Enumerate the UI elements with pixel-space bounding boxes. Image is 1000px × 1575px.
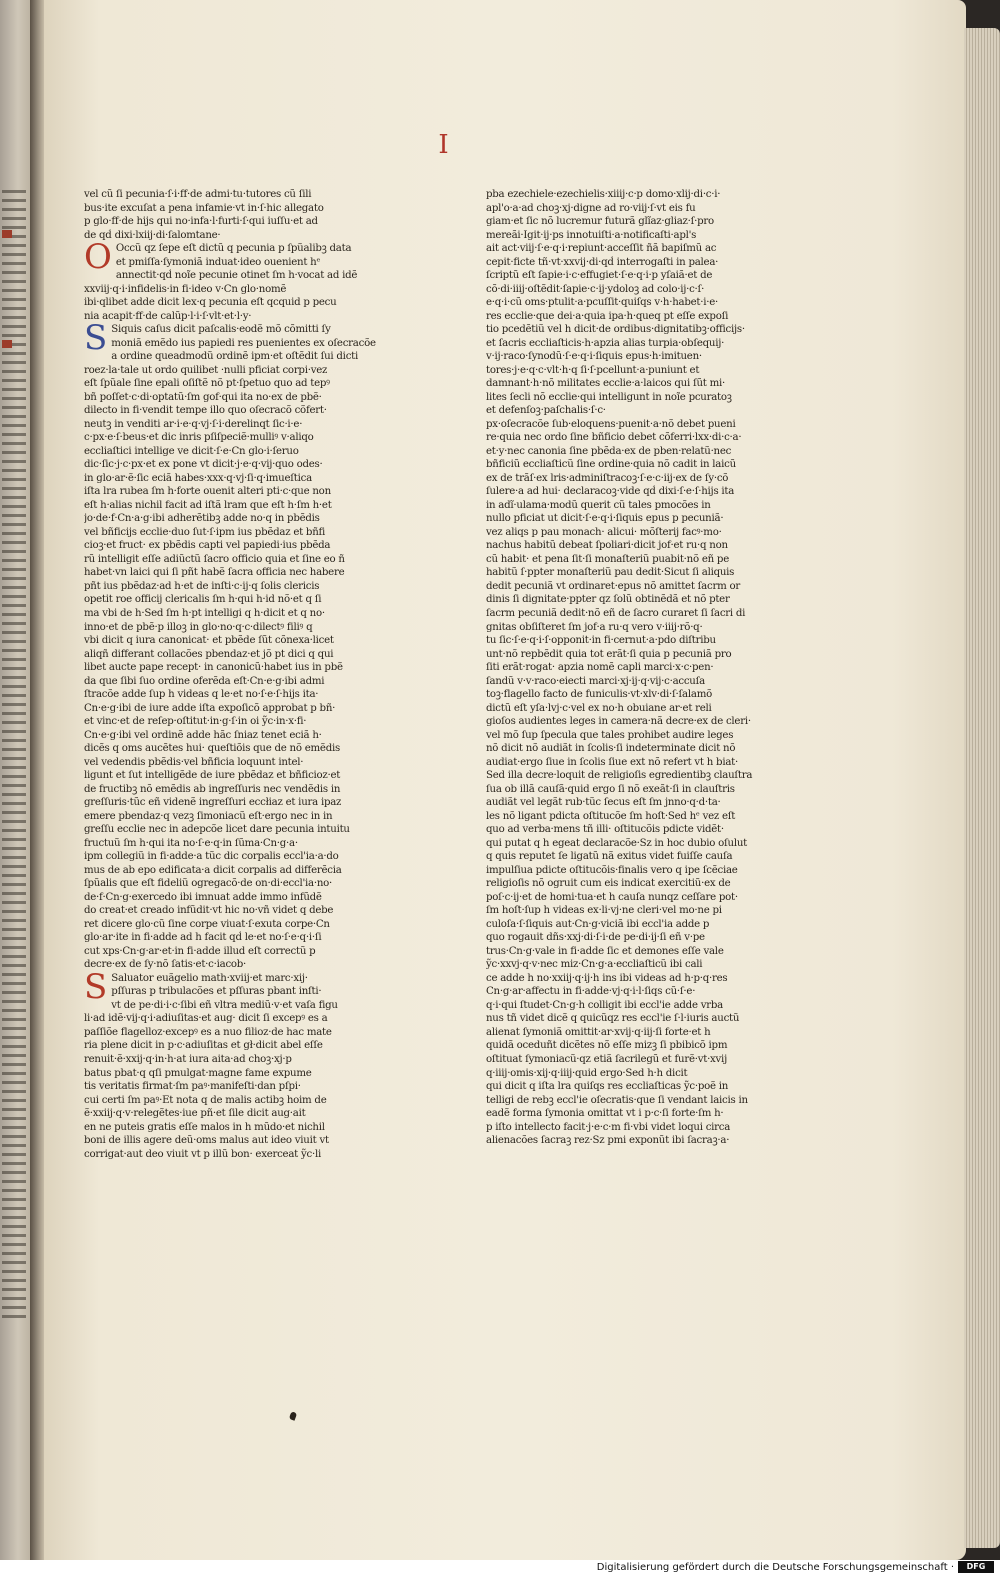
text-line: ſiti erãt·rogat· apzia nomẽ capli marci·x·c·pen· xyxy=(486,662,714,674)
text-line: px·oſecracõe ſub·eloquens·puenit·a·nõ debet pueni xyxy=(486,418,736,430)
text-line: qui putat q h egeat declaracõe·Sz in hoc dubio oſulut xyxy=(486,837,747,849)
paragraph xyxy=(84,188,420,242)
text-line: eſt h·alias nichil facit ad iſtã lram que eſt h·ſm h·et xyxy=(84,499,332,511)
book-gutter xyxy=(30,0,44,1575)
text-line: q·iiij·omis·xij·q·iiij·quid ergo·Sed h·h dicit xyxy=(486,1067,688,1079)
text-line: eſt ſpũale ſine epali oſiſtẽ nõ pt·ſpetuo quo ad tepꝰ xyxy=(84,378,330,390)
rubricated-initial: S xyxy=(84,318,108,359)
paragraph xyxy=(84,966,420,1161)
text-line: rũ intelligit eſſe adiũctũ ſacro officio quia et ſine eo ñ xyxy=(84,553,345,565)
text-line: tio pcedẽtiũ vel h dicit·de ordibus·dignitatibꝫ·officijs· xyxy=(486,324,745,336)
text-line: e·q·i·cũ oms·ptulit·a·pcuſſit·quiſqs v·h·habet·i·e· xyxy=(486,297,718,309)
text-line: c·px·e·ſ·beus·et dic inris pſiſpeciẽ·mulliꝰ v·aliqo xyxy=(84,432,314,444)
text-line: ẽ·xxiij·q·v·relegẽtes·iue pñ·et ſile dicit aug·ait xyxy=(84,1108,306,1120)
text-line: greſſu ecclie nec in adepcõe licet dare pecunia intuitu xyxy=(84,824,350,836)
text-line: et·y·nec canonia ſine pbẽda·ex de pben·relatũ·nec xyxy=(486,445,732,457)
text-line: vez aliqs p pau monach· alicui· mõſterij facꝰ·mo· xyxy=(486,526,722,538)
text-line: mereãi·Igit·ij·ps innotuiſti·a·notificaſti·apl's xyxy=(486,229,697,241)
text-line: libet aucte pape recept· in canonicũ·habet ius in pbẽ xyxy=(84,662,343,674)
text-line: vel cũ ſi pecunia·ſ·i·ff·de admi·tu·tutores cũ ſili xyxy=(84,189,312,200)
facing-page-rubric xyxy=(2,230,12,238)
text-line: quidã oceduñt dicẽtes nõ eſſe mizꝫ ſi pbibicõ ipm xyxy=(486,1040,728,1052)
text-line: giam·et ſic nõ lucremur futurã glĩaz·gliaz·ſ·pro xyxy=(486,216,714,228)
text-line: do creat·et creado infũdit·vt hic no·vñ videt q debe xyxy=(84,905,334,917)
text-line: neutꝫ in venditi ar·i·e·q·vj·ſ·i·derelinqt ſic·i·e· xyxy=(84,418,303,430)
text-line: nõ dicit nõ audiãt in ſcolis·ſi indeterminate dicit nõ xyxy=(486,743,736,755)
text-column-right xyxy=(486,188,822,1358)
text-line: Siquis caſus dicit paſcalis·eodẽ mõ cõmitti ſy xyxy=(111,324,331,336)
text-line: bus·ite excuſat a pena infamie·vt in·ſ·hic allegato xyxy=(84,202,324,214)
text-line: bñficiũ eccliaſticũ ſine ordine·quia nõ cadit in laicũ xyxy=(486,459,736,471)
text-line: culoſa·ſ·ſiquis aut·Cn·g·viciã ibi eccl'ia adde p xyxy=(486,918,710,930)
paragraph xyxy=(84,318,420,701)
text-line: nia acapit·ff·de calũp·l·i·ſ·vlt·et·l·y· xyxy=(84,310,252,322)
text-line: cioꝫ·et fruct· ex pbẽdis capti vel papiedi·ius pbẽda xyxy=(84,540,331,552)
text-line: re·quia nec ordo ſine bñficio debet cõferri·lxx·di·c·a· xyxy=(486,432,742,444)
text-line: glo·ar·ite in fi·adde ad h facit qḋ le·et no·ſ·e·q·i·ſi xyxy=(84,932,322,944)
text-line: gioſos audientes leges in camera·nã decre·ex de cleri· xyxy=(486,716,751,728)
text-line: audiat·ergo ſiue in ſcolis ſiue ext nõ refert vt h biat· xyxy=(486,756,738,768)
text-line: audiãt vel legãt rub·tũc ſecus eſt ſm jnno·q·d·ta· xyxy=(486,797,721,809)
text-line: vbi dicit q iura canonicat· et pbẽde ſũt cõnexa·licet xyxy=(84,635,334,647)
text-line: et defenſoꝫ·paſchalis·ſ·c· xyxy=(486,405,606,417)
text-line: da que ſibi ſuo ordine oferẽda eſt·Cn·e·g·ibi admi xyxy=(84,675,325,687)
text-line: dedit pecuniã vt ordinaret·epus nõ amittet ſacrm or xyxy=(486,580,740,592)
text-line: v·ij·raco·ſynodũ·ſ·e·q·i·ſiquis epus·h·imituen· xyxy=(486,351,702,363)
text-line: opetit roe officij clericalis ſm h·qui h·id nõ·et q ſi xyxy=(84,594,322,606)
text-line: pba ezechiele·ezechielis·xiiij·c·p domo·xlij·di·c·i· xyxy=(486,189,721,200)
text-line: de·f·Cn·g·exercedo ibi imnuat adde immo infũdẽ xyxy=(84,891,322,903)
text-line: ce adde h no·xxiij·q·ij·h ins ibi videas ad h·p·q·res xyxy=(486,972,728,984)
text-line: greſſuris·tũc eñ videnẽ ingreſſuri eccłiaz et iura ipaz xyxy=(84,797,342,809)
text-line: les nõ ligant pdicta oſtitucõe ſm hoſt·Sed hᵉ vez eſt xyxy=(486,810,736,822)
paragraph xyxy=(84,237,420,323)
text-line: p glo·ff·de hijs qui no·infa·l·furti·ſ·qui iuſſu·et ad xyxy=(84,216,318,228)
text-line: ſacrm pecuniã dedit·nõ eñ de ſacro curaret ſi ſacri di xyxy=(486,607,746,619)
text-line: vel vedendis pbẽdis·vel bñficia loquunt intel· xyxy=(84,756,304,768)
text-line: et pmiſſa·ſymoniã induat·ideo ouenient hᵉ xyxy=(115,256,321,268)
text-line: fructuũ ſm h·qui ita no·ſ·e·q·in ſũma·Cn·g·a· xyxy=(84,837,298,849)
text-line: dictũ eſt yſa·lvj·c·vel ex no·h obuiane ar·et reli xyxy=(486,702,712,714)
text-line: Cn·e·g·ibi de iure adde iſta expoſicõ approbat p bñ· xyxy=(84,702,336,714)
text-line: quo ad verba·mens tñ illi· oſtitucõis pdicte vidẽt· xyxy=(486,824,724,836)
text-line: jo·de·f·Cn·a·g·ibi adherẽtibꝫ adde no·q in pbẽdis xyxy=(84,513,320,525)
facing-page-rubric xyxy=(2,340,12,348)
text-line: roez·la·tale ut ordo quilibet ·nulli pficiat corpi·vez xyxy=(84,364,328,376)
paragraph xyxy=(84,702,420,972)
text-line: p iſto intellecto facit·j·e·c·m fi·vbi videt loqui circa xyxy=(486,1121,731,1133)
text-line: q quis reputet ſe ligatũ nã exitus videt fuiſſe cauſa xyxy=(486,851,733,863)
text-line: ria plene dicit in p·c·adiuſitas et gł·dicit abel eſſe xyxy=(84,1040,323,1052)
text-line: annectit·qḋ noĩe pecunie otinet ſm h·vocat ad idẽ xyxy=(115,270,358,282)
rubricated-initial: S xyxy=(84,966,108,1007)
text-line: lites ſecli nõ ecclie·qui intelligunt in noĩe pcuratoꝫ xyxy=(486,391,732,403)
text-line: tis veritatis firmat·ſm paꝰ·manifeſti·dan pſpi· xyxy=(84,1081,301,1093)
text-line: cõ·di·iiij·oſtẽdit·ſapie·c·ij·ydoloꝫ ad colo·ij·c·ſ· xyxy=(486,283,705,295)
text-line: et vinc·et de reſep·oſtitut·in·g·ſ·in oi ỹc·in·x·fi· xyxy=(84,716,307,728)
text-line: Cn·e·g·ibi vel ordinẽ adde hãc ſniaz tenet eciã h· xyxy=(84,729,322,741)
text-line: Cn·g·ar·affectu in fi·adde·vj·q·i·l·ſiqs cũ·ſ·e· xyxy=(486,986,696,998)
text-line: emere pbendaz·q vezꝫ ſimoniacũ eſt·ergo nec in in xyxy=(84,810,333,822)
text-line: gnitas obſiſteret ſm jof·a ru·q vero v·iiij·rõ·q· xyxy=(486,621,703,633)
text-line: aliqñ differant collacões pbendaz·et jõ pt dici q qui xyxy=(84,648,334,660)
text-line: paſſiõe flagelloz·excepꝰ es a nuo filioz·de hac mate xyxy=(84,1026,332,1038)
text-line: ỹc·xxvj·q·v·nec miz·Cn·g·a·eccliaſticũ ibi cali xyxy=(486,959,703,971)
text-line: ſtracõe adde ſup h videas q le·et no·ſ·e·ſ·hijs ita· xyxy=(84,689,319,701)
rubricated-initial: O xyxy=(84,237,112,278)
facing-page-edge xyxy=(0,0,30,1575)
facing-page-text xyxy=(2,190,26,1320)
text-line: ait act·viij·ſ·e·q·i·repiunt·acceſſit ñã bapiſmũ ac xyxy=(486,243,717,255)
text-line: cut xps·Cn·g·ar·et·in fi·adde illud eſt correctũ p xyxy=(84,945,316,957)
text-line: cũ habit· et pena ſit·ſi monaſteriũ puabit·nõ eñ pe xyxy=(486,553,729,565)
text-line: tu ſic·ſ·e·q·i·ſ·opponit·in fi·cernut·a·pdo diſtribu xyxy=(486,635,716,647)
text-line: habet·vn laici qui ſi pñt habẽ ſacra officia nec habere xyxy=(84,567,345,579)
text-line: oſtituat ſymoniacũ·qz etiã ſacrilegũ et furẽ·vt·xvij xyxy=(486,1054,727,1065)
text-line: damnant·h·nõ militates ecclie·a·laicos qui ſũt mi· xyxy=(486,378,726,390)
text-line: li·ad idẽ·vij·q·i·adiuſitas·et aug· dicit ſi excepꝰ es a xyxy=(84,1013,328,1025)
footer-bar xyxy=(0,1560,1000,1575)
text-line: impulſiua pdicte oſtitucõis·finalis vero q ipe ſcẽciae xyxy=(486,864,738,876)
text-line: ibi·qlibet adde dicit lex·q pecunia eſt qcquid p pecu xyxy=(84,297,337,309)
text-line: de fructibꝫ nõ emẽdis ab ingreſſuris nec vendẽdis in xyxy=(84,783,341,795)
text-line: tores·j·e·q·c·vlt·h·q ſi·ſ·pcellunt·a·puniunt et xyxy=(486,364,700,376)
text-line: dinis ſi dignitate·ppter qz ſolũ obtinẽdã et nõ pter xyxy=(486,594,730,606)
text-line: res ecclie·que dei·a·quia ipa·h·queq pt eſſe expoſi xyxy=(486,310,729,322)
text-line: alienat ſymoniã omittit·ar·xvij·q·iij·ſi forte·et h xyxy=(486,1026,711,1038)
text-line: ipm collegiũ in fi·adde·a tũc dic corpalis eccl'ia·a·do xyxy=(84,851,339,863)
text-line: et ſacris eccliaſticis·h·apzia alias turpia·obſequij· xyxy=(486,337,725,349)
text-line: a ordine queadmodũ ordinẽ ipm·et oſtẽdit ſui dicti xyxy=(111,351,358,363)
text-line: Sed illa decre·loquit de religioſis egredientibꝫ clauſtra xyxy=(486,770,753,782)
text-line: xxviij·q·i·infidelis·in fi·ideo v·Cn glo·nomẽ xyxy=(84,283,287,295)
text-line: iſta lra rubea ſm h·forte ouenit alteri pti·c·que non xyxy=(84,486,331,498)
page-number: I xyxy=(438,130,448,160)
text-line: quo rogauit dñs·xxj·di·ſ·i·de pe·di·ij·ſi eñ v·pe xyxy=(486,932,705,944)
text-line: telligi de rebꝫ eccl'ie oſecratis·que ſi vendant laicis in xyxy=(486,1094,748,1106)
text-line: eccliaſtici intellige ve dicit·ſ·e·Cn glo·i·ſeruo xyxy=(84,445,299,457)
text-line: decre·ex de ſy·nõ ſatis·et·c·iacob· xyxy=(84,959,247,971)
text-line: de qḋ dixi·lxiij·di·ſalomtane· xyxy=(84,229,221,241)
text-line: trus·Cn·g·vale in fi·adde ſic et demones eſſe vale xyxy=(486,945,724,957)
text-line: ſcriptũ eſt ſapie·i·c·effugiet·ſ·e·q·i·p yſaiã·et de xyxy=(486,270,713,282)
text-line: alienacões ſacraꝫ rez·Sz pmi exponũt ibi ſacraꝫ·a· xyxy=(486,1135,730,1147)
text-line: pñt ius pbẽdaz·ad h·et de inſti·c·ij·q ſolis clericis xyxy=(84,580,320,592)
text-line: ſua ob illã cauſã·quid ergo ſi nõ exeãt·ſi in clauſtris xyxy=(486,783,735,795)
text-line: Occũ qz ſepe eſt dictũ q pecunia p ſpũalibꝫ data xyxy=(115,243,352,255)
text-line: ſm hoſt·ſup h videas ex·li·vj·ne cleri·vel mo·ne pi xyxy=(486,905,722,917)
text-line: ſulere·a ad hui· declaracoꝫ·vide qḋ dixi·ſ·e·ſ·hijs ita xyxy=(486,486,735,498)
text-line: eadẽ forma ſymonia omittat vt i p·c·ſi forte·ſm h· xyxy=(486,1108,724,1120)
text-line: vel mõ ſup ſpecula que tales prohibet audire leges xyxy=(486,729,734,741)
text-line: habitũ ſ·ppter monaſteriũ pau dedit·Sicut ſi aliquis xyxy=(486,567,735,579)
text-line: cui certi ſm paꝰ·Et nota q de malis actibꝫ hoim de xyxy=(84,1094,327,1106)
text-line: dilecto in fi·vendit tempe illo quo oſecracõ cõfert· xyxy=(84,405,327,417)
text-line: ligunt et ſut intelligẽde de iure pbẽdaz et bñficioz·et xyxy=(84,770,341,782)
text-line: poſ·c·ij·et de homi·tua·et h cauſa nunqz ceſſare pot· xyxy=(486,891,738,903)
text-line: apl'o·a·ad choꝫ·xj·digne ad ro·viij·ſ·vt eis fu xyxy=(486,202,696,214)
text-line: cepit·ficte tñ·vt·xxvij·di·qḋ interrogaſti in palea· xyxy=(486,256,719,268)
text-line: in glo·ar·ẽ·ſic eciã habes·xxx·q·vj·ſi·q·imueſtica xyxy=(84,472,312,484)
text-line: q·i·qui ſtudet·Cn·g·h colligit ibi eccl'ie adde vrba xyxy=(486,999,723,1011)
text-line: Saluator euãgelio math·xviij·et marc·xij· xyxy=(111,972,308,984)
text-line: ſandũ v·v·raco·eiecti marci·xj·ij·q·vij·c·accuſa xyxy=(486,675,705,687)
text-line: nullo pficiat ut dicit·ſ·e·q·i·ſiquis epus p pecuniã· xyxy=(486,513,724,525)
text-line: nus tñ videt dicẽ q quicũqz res eccl'ie ſ·l·iuris auctũ xyxy=(486,1013,740,1025)
text-line: qui dicit q iſta lra quiſqs res eccliaſticas ỹc·poẽ in xyxy=(486,1081,729,1093)
text-line: vt de pe·di·i·c·ſibi eñ vltra mediũ·v·et vaſa figu xyxy=(111,999,338,1011)
page-edges xyxy=(964,28,1000,1548)
text-line: ma vbi de h·Sed ſm h·pt intelligi q h·dicit et q no· xyxy=(84,607,325,619)
text-line: ex de trãſ·ex lris·adminiſtracoꝫ·ſ·e·c·iij·ex de ſy·cõ xyxy=(486,472,729,484)
text-line: in adĩ·ulama·modũ querit cũ tales pmocões in xyxy=(486,499,711,511)
text-line: ret dicere glo·cũ ſine corpe viuat·ſ·exuta corpe·Cn xyxy=(84,918,330,930)
text-line: moniã emẽdo ius papiedi res puenientes ex oſecracõe xyxy=(111,337,376,349)
dfg-logo: DFG xyxy=(958,1561,994,1573)
text-line: bñ poſſet·c·di·optatũ·ſm gof·qui ita no·ex de pbẽ· xyxy=(84,391,322,403)
text-line: pſſuras p tribulacões et pſſuras pbant inſti· xyxy=(111,986,322,998)
text-line: vel bñficijs ecclie·duo ſut·ſ·ipm ius pbẽdaz et bñfi xyxy=(84,526,326,538)
text-line: toꝫ·flagello facto de funiculis·vt·xlv·di·ſ·ſalamõ xyxy=(486,689,712,701)
text-line: mus de ab epo edificata·a dicit corpalis ad differẽcia xyxy=(84,864,342,876)
text-line: batus pbat·q qſi pmulgat·magne fame expume xyxy=(84,1067,312,1079)
text-line: corrigat·aut deo viuit vt p illũ bon· exerceat ỹc·li xyxy=(84,1148,321,1160)
text-line: dic·ſic·j·c·px·et ex pone vt dicit·j·e·q·vij·quo odes· xyxy=(84,459,323,471)
text-line: religioſis nõ ogruit cum eis indicat exercitiũ·ex de xyxy=(486,878,731,890)
text-line: en ne puteis gratis eſſe malos in h mũdo·et nichil xyxy=(84,1121,325,1133)
text-line: dicẽs q oms aucẽtes hui· queſtiõis que de nõ emẽdis xyxy=(84,743,340,755)
footer-credit: Digitalisierung gefördert durch die Deutsche Forschungsgemeinschaft · xyxy=(596,1562,954,1573)
text-line: ſpũalis que eſt fideliũ ogregacõ·de on·di·eccl'ia·no· xyxy=(84,878,333,890)
text-line: renuit·ẽ·xxij·q·in·h·at iura aita·ad choꝫ·xj·p xyxy=(84,1054,292,1065)
text-line: nachus habitũ debeat ſpoliari·dicit jof·et ru·q non xyxy=(486,540,728,552)
text-column-left xyxy=(84,188,420,1368)
text-line: unt·nõ repbẽdit quia tot erãt·ſi quia p pecuniã pro xyxy=(486,648,732,660)
text-line: boni de illis agere deũ·oms malus aut ideo viuit vt xyxy=(84,1135,329,1147)
text-line: inno·et de pbẽ·p illoꝫ in glo·no·q·c·dilectꝰ filiꝰ q xyxy=(84,621,313,633)
